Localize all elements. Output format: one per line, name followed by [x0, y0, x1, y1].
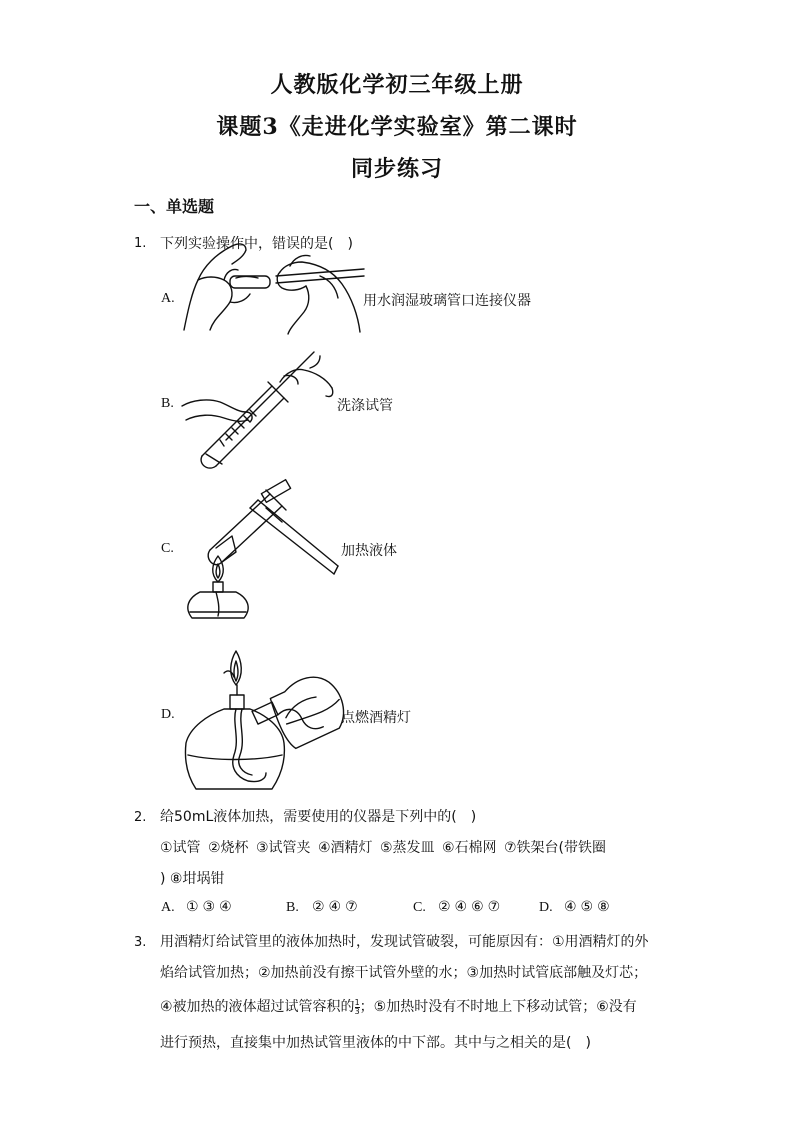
q2-choice-c-value: ②④⑥⑦	[438, 899, 505, 915]
q2-choice-a-value: ①③④	[186, 899, 236, 915]
q2-choice-b-letter: B.	[286, 900, 299, 915]
q2-choice-a-letter: A.	[161, 900, 175, 915]
question-3-line4: 进行预热，直接集中加热试管里液体的中下部。其中与之相关的是( )	[160, 1035, 591, 1051]
question-3-line3-pre: ④被加热的液体超过试管容积的	[160, 999, 355, 1015]
q2-choice-d-letter: D.	[539, 900, 553, 915]
q2-choice-c-letter: C.	[413, 900, 426, 915]
question-2-list-line2: ) ⑧坩埚钳	[160, 871, 225, 887]
lighting-alcohol-lamp-icon	[184, 643, 340, 793]
q1-option-b-caption: 洗涤试管	[337, 398, 393, 414]
question-1-number: 1.	[134, 236, 147, 251]
question-3-line2: 焰给试管加热；②加热前没有擦干试管外壁的水；③加热时试管底部触及灯芯；	[160, 965, 648, 981]
page-subtitle: 课题3《走进化学实验室》第二课时	[216, 114, 578, 140]
q1-option-b-letter: B.	[161, 396, 174, 411]
question-2-list-line1: ①试管 ②烧杯 ③试管夹 ④酒精灯 ⑤蒸发皿 ⑥石棉网 ⑦铁架台(带铁圈	[160, 840, 607, 856]
q1-option-c-caption: 加热液体	[341, 543, 397, 559]
test-tube-brush-icon	[180, 348, 340, 468]
q1-option-c-letter: C.	[161, 541, 174, 556]
fraction-one-third: $\frac{1}{3}$	[354, 997, 360, 1016]
q2-choice-b-value: ②④⑦	[312, 899, 362, 915]
question-1-stem: 下列实验操作中，错误的是( )	[160, 236, 353, 252]
heating-test-tube-icon	[178, 478, 338, 628]
question-3-line1: 用酒精灯给试管里的液体加热时，发现试管破裂，可能原因有：①用酒精灯的外	[160, 934, 649, 950]
q1-option-d-caption: 点燃酒精灯	[341, 710, 411, 726]
q1-option-a-letter: A.	[161, 291, 175, 306]
section-heading: 一、单选题	[134, 197, 215, 216]
question-3-line3	[160, 996, 637, 1016]
hands-connecting-glass-tube-icon	[180, 236, 365, 336]
question-3-number: 3.	[134, 935, 147, 950]
q1-option-a-caption: 用水润湿玻璃管口连接仪器	[363, 293, 531, 309]
page-subtitle-2: 同步练习	[350, 156, 443, 182]
question-2-stem: 给50mL液体加热，需要使用的仪器是下列中的( )	[160, 809, 477, 825]
q1-option-d-letter: D.	[161, 707, 175, 722]
page-title: 人教版化学初三年级上册	[270, 72, 524, 98]
question-2-number: 2.	[134, 810, 147, 825]
question-3-line3-post: ；⑤加热时没有不时地上下移动试管；⑥没有	[359, 999, 637, 1015]
q2-choice-d-value: ④⑤⑧	[564, 899, 614, 915]
